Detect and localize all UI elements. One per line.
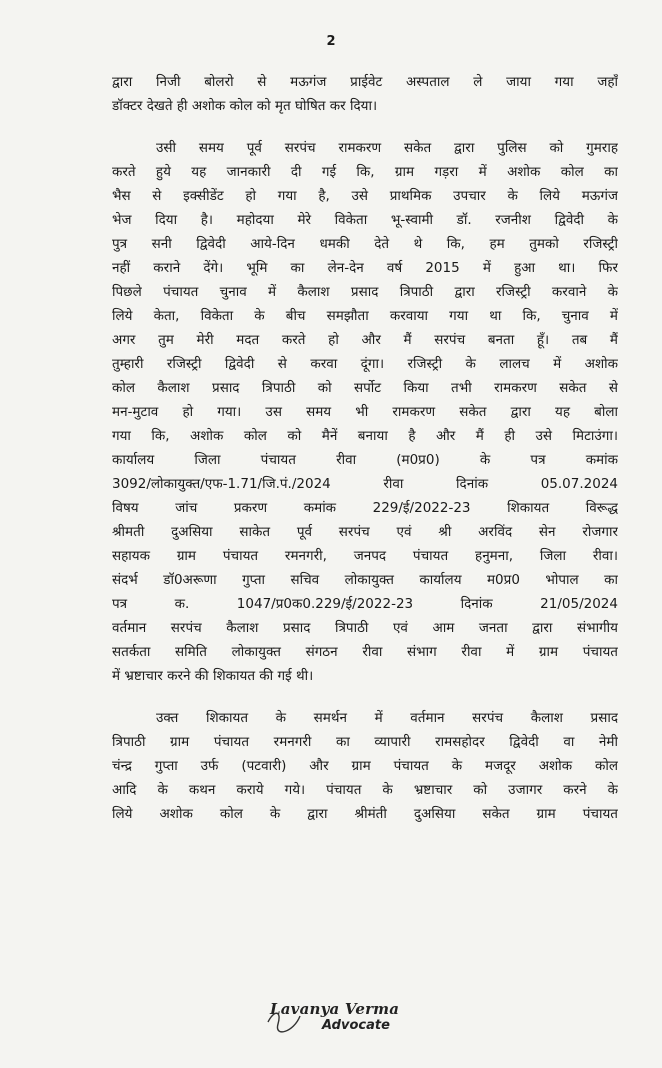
text-line: सहायक ग्राम पंचायत रमनगरी, जनपद पंचायत हनुमना, जिला रीवा। bbox=[112, 548, 618, 564]
text-line: पुत्र सनी द्विवेदी आये-दिन धमकी देते थे कि, हम तुमको रजिस्ट्री bbox=[112, 236, 618, 252]
text-line: भेज दिया है। महोदया मेरे विकेता भू-स्वामी डॉ. रजनीश द्विवेदी के bbox=[112, 212, 618, 228]
text-line: करते हुये यह जानकारी दी गई कि, ग्राम गड़रा में अशोक कोल का bbox=[112, 164, 618, 180]
text-line: उक्त शिकायत के समर्थन में वर्तमान सरपंच कैलाश प्रसाद bbox=[156, 710, 618, 726]
text-line: सतर्कता समिति लोकायुक्त संगठन रीवा संभाग रीवा में ग्राम पंचायत bbox=[112, 644, 618, 660]
document-body bbox=[112, 70, 618, 826]
text-line: विषय जांच प्रकरण कमांक 229/ई/2022-23 शिकायत विरूद्ध bbox=[112, 500, 618, 516]
text-line: कार्यालय जिला पंचायत रीवा (म0प्र0) के पत्र कमांक bbox=[112, 452, 618, 468]
text-line: आदि के कथन कराये गये। पंचायत के भ्रष्टाचार को उजागर करने के bbox=[112, 782, 618, 798]
text-line: 3092/लोकायुक्त/एफ-1.71/जि.पं./2024 रीवा दिनांक 05.07.2024 bbox=[112, 476, 618, 492]
text-line: भैस से इक्सीडेंट हो गया है, उसे प्राथमिक उपचार के लिये मऊगंज bbox=[112, 188, 618, 204]
signature-role: Advocate bbox=[322, 1018, 390, 1033]
text-line: नहीं कराने देंगे। भूमि का लेन-देन वर्ष 2015 में हुआ था। फिर bbox=[112, 260, 618, 276]
text-line: पिछले पंचायत चुनाव में कैलाश प्रसाद त्रिपाठी द्वारा रजिस्ट्री करवाने के bbox=[112, 284, 618, 300]
paragraph-2 bbox=[112, 136, 618, 688]
text-line: लिये अशोक कोल के द्वारा श्रीमंती दुअसिया सकेत ग्राम पंचायत bbox=[112, 806, 618, 822]
paragraph-1 bbox=[112, 70, 618, 118]
text-line: त्रिपाठी ग्राम पंचायत रमनगरी का व्यापारी रामसहोदर द्विवेदी वा नेमी bbox=[112, 734, 618, 750]
text-line: अगर तुम मेरी मदत करते हो और मैं सरपंच बनता हूँ। तब मैं bbox=[112, 332, 618, 348]
text-line: वर्तमान सरपंच कैलाश प्रसाद त्रिपाठी एवं आम जनता द्वारा संभागीय bbox=[112, 620, 618, 636]
text-line: कोल कैलाश प्रसाद त्रिपाठी को सर्पोट किया तभी रामकरण सकेत से bbox=[112, 380, 618, 396]
text-line: संदर्भ डॉ0अरूणा गुप्ता सचिव लोकायुक्त कार्यालय म0प्र0 भोपाल का bbox=[112, 572, 618, 588]
text-line: तुम्हारी रजिस्ट्री द्विवेदी से करवा दूंगा। रजिस्ट्री के लालच में अशोक bbox=[112, 356, 618, 372]
paragraph-3 bbox=[112, 706, 618, 826]
text-line: द्वारा निजी बोलरो से मऊगंज प्राईवेट अस्पताल ले जाया गया जहाँ bbox=[112, 74, 618, 90]
text-line: पत्र क. 1047/प्र0क0.229/ई/2022-23 दिनांक 21/05/2024 bbox=[112, 596, 618, 612]
signature-name: Lavanya Verma bbox=[270, 1000, 400, 1018]
text-line: डॉक्टर देखते ही अशोक कोल को मृत घोषित कर दिया। bbox=[112, 98, 378, 114]
text-line: लिये केता, विकेता के बीच समझौता करवाया गया था कि, चुनाव में bbox=[112, 308, 618, 324]
text-line: चंन्द्र गुप्ता उर्फ (पटवारी) और ग्राम पंचायत के मजदूर अशोक कोल bbox=[112, 758, 618, 774]
text-line: गया कि, अशोक कोल को मैनें बनाया है और मैं ही उसे मिटाउंगा। bbox=[112, 428, 618, 444]
page-number: 2 bbox=[326, 34, 336, 49]
text-line: उसी समय पूर्व सरपंच रामकरण सकेत द्वारा पुलिस को गुमराह bbox=[156, 140, 618, 156]
text-line: श्रीमती दुअसिया साकेत पूर्व सरपंच एवं श्री अरविंद सेन रोजगार bbox=[112, 524, 618, 540]
advocate-signature bbox=[270, 1000, 430, 1033]
text-line: मन-मुटाव हो गया। उस समय भी रामकरण सकेत द्वारा यह बोला bbox=[112, 404, 618, 420]
text-line: में भ्रष्टाचार करने की शिकायत की गई थी। bbox=[112, 668, 314, 684]
signature-scribble-icon bbox=[264, 1002, 434, 1042]
